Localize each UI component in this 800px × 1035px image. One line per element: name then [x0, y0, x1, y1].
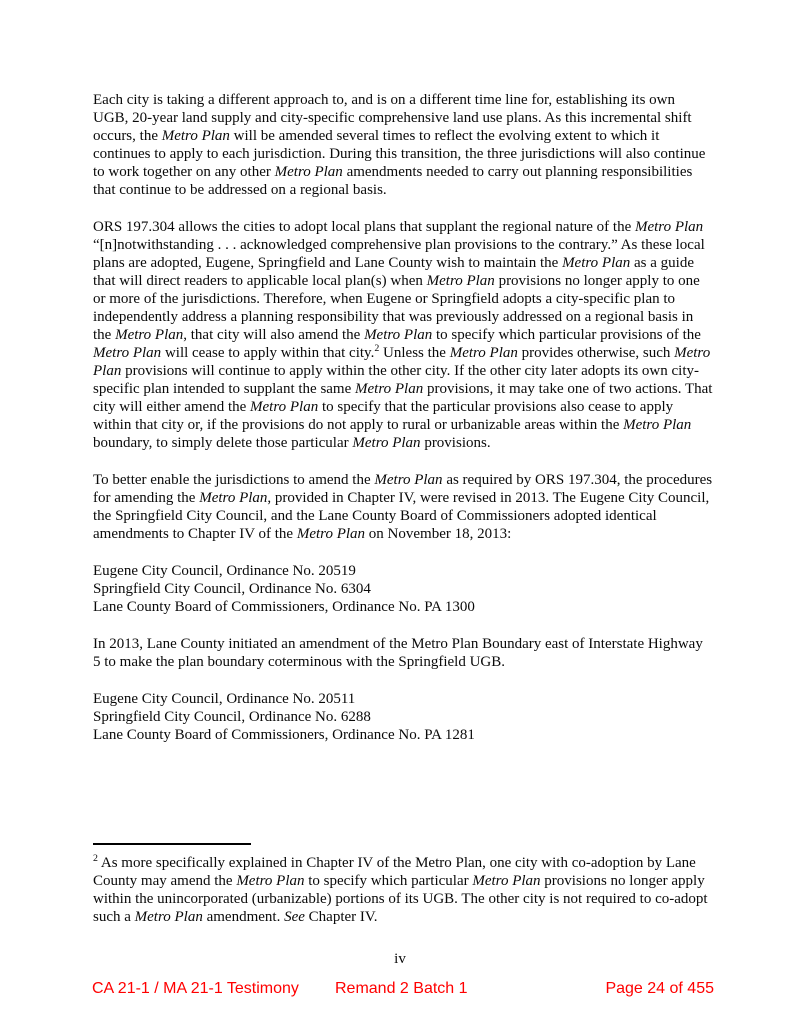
paragraph: To better enable the jurisdictions to amend the Metro Plan as required by ORS 197.304, the procedures for amending the Metro Plan, provided in Chapter IV, were revised in 2013. The Eugene City Council, the Springfield City Council, and the Lane County Board of Commissioners adopted identical amendments to Chapter IV of the Metro Plan on November 18, 2013:: [93, 472, 713, 542]
document-body: [93, 91, 713, 763]
footer-left-label: CA 21-1 / MA 21-1 Testimony: [92, 980, 299, 997]
footer-center-label: Remand 2 Batch 1: [335, 980, 468, 997]
ordinance-line: Lane County Board of Commissioners, Ordinance No. PA 1300: [93, 599, 475, 615]
footnote-divider: [93, 843, 251, 845]
footnote-text: $^2$ As more specifically explained in Chapter IV of the Metro Plan, one city with co-adoption by Lane County may amend the Metro Plan to specify which particular Metro Plan provisions no longer apply within the unincorporated (urbanizable) portions of its UGB. The other city is not required to co-adopt such a Metro Plan amendment. See Chapter IV.: [93, 853, 708, 925]
ordinance-line: Lane County Board of Commissioners, Ordinance No. PA 1281: [93, 727, 475, 743]
paragraph: Each city is taking a different approach to, and is on a different time line for, establishing its own UGB, 20-year land supply and city-specific comprehensive land use plans. As this incremental shift occurs, the Metro Plan will be amended several times to reflect the evolving extent to which it continues to apply to each jurisdiction. During this transition, the three jurisdictions will also continue to work together on any other Metro Plan amendments needed to carry out planning responsibilities that continue to be addressed on a regional basis.: [93, 92, 706, 198]
ordinance-line: Springfield City Council, Ordinance No. 6304: [93, 581, 371, 597]
footnote-area: [93, 843, 713, 926]
paragraph: ORS 197.304 allows the cities to adopt local plans that supplant the regional nature of the Metro Plan “[n]notwithstanding . . . acknowledged comprehensive plan provisions to the contrary.” As these local plans are adopted, Eugene, Springfield and Lane County wish to maintain the Metro Plan as a guide that will direct readers to applicable local plan(s) when Metro Plan provisions no longer apply to one or more of the jurisdictions. Therefore, when Eugene or Springfield adopts a city-specific plan to independently address a planning responsibility that was previously addressed on a regional basis in the Metro Plan, that city will also amend the Metro Plan to specify which particular provisions of the Metro Plan will cease to apply within that city.$^2$ Unless the Metro Plan provides otherwise, such Metro Plan provisions will continue to apply within the other city. If the other city later adopts its own city-specific plan intended to supplant the same Metro Plan provisions, it may take one of two actions. That city will either amend the Metro Plan to specify that the particular provisions also cease to apply within that city or, if the provisions do not apply to rural or urbanizable areas within the Metro Plan boundary, to simply delete those particular Metro Plan provisions.: [93, 219, 713, 451]
paragraph: In 2013, Lane County initiated an amendment of the Metro Plan Boundary east of Interstate Highway 5 to make the plan boundary coterminous with the Springfield UGB.: [93, 636, 703, 670]
ordinance-line: Eugene City Council, Ordinance No. 20511: [93, 691, 356, 707]
ordinance-line: Springfield City Council, Ordinance No. 6288: [93, 709, 371, 725]
ordinance-list: [93, 562, 713, 616]
page-number: iv: [394, 951, 406, 967]
footer-page-indicator: Page 24 of 455: [605, 980, 714, 997]
footer: [92, 979, 714, 999]
ordinance-line: Eugene City Council, Ordinance No. 20519: [93, 563, 356, 579]
ordinance-list: [93, 690, 713, 744]
